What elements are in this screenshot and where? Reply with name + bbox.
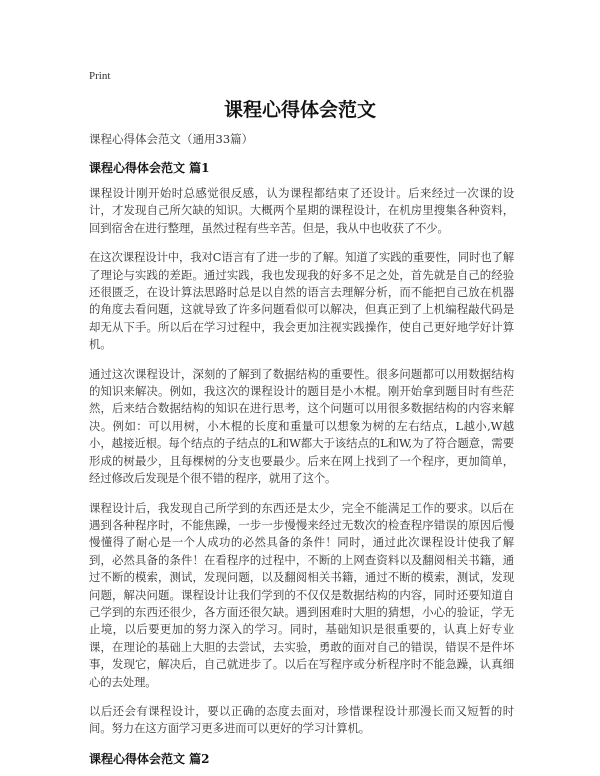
paragraph-2: 在这次课程设计中，我对C语言有了进一步的了解。知道了实践的重要性，同时也了解了理论与实践的差距。通过实践，我也发现我的好多不足之处，首先就是自己的经验还很匮乏，在设计算法思路时总是以自然的语言去理解分析，而不能把自己放在机器的角度去看问题，这就导致了许多问题看似可以解决，但真正到了上机编程敲代码是却无从下手。所以后在学习过程中，我会更加注视实践操作，使自己更好地学好计算机。 [89, 250, 514, 352]
print-link[interactable]: Print [89, 70, 111, 82]
document-subtitle: 课程心得体会范文（通用33篇） [89, 132, 254, 146]
section-heading-1: 课程心得体会范文 篇1 [89, 161, 210, 175]
document-title: 课程心得体会范文 [223, 99, 376, 121]
paragraph-4: 课程设计后，我发现自己所学到的东西还是太少，完全不能满足工作的要求。以后在遇到各种程序时，不能焦躁，一步一步慢慢来经过无数次的检查程序错误的原因后慢慢懂得了耐心是一个人成功的必然具备的条件！同时，通过此次课程设计使我了解到，必然具备的条件！在看程序的过程中，不断的上网查资料以及翻阅相关书籍，通过不断的模索，测试，发现问题，以及翻阅相关书籍，通过不断的模索，测试，发现问题，解决问题。课程设计让我们学到的不仅仅是数据结构的内容，同时还要知道自己学到的东西还很少，各方面还很欠缺。遇到困难时大胆的猜想，小心的验证，学无止境，以后要更加的努力深入的学习。同时，基础知识是很重要的，认真上好专业课，在理论的基础上大胆的去尝试，去实验，勇敢的面对自己的错误，错误不是件坏事，发现它，解决后，自己就进步了。以后在写程序或分析程序时不能急躁，认真细心的去处理。 [89, 500, 514, 689]
section-heading-2: 课程心得体会范文 篇2 [89, 751, 210, 766]
paragraph-3: 通过这次课程设计，深刻的了解到了数据结构的重要性。很多问题都可以用数据结构的知识来解决。例如，我这次的课程设计的题目是小木棍。刚开始拿到题目时有些茫然，后来结合数据结构的知识在进行思考，这个问题可以用很多数据结构的内容来解决。例如：可以用树，小木棍的长度和重量可以想象为树的左右结点，L越小,W越小，越接近根。每个结点的子结点的L和W都大于该结点的L和W,为了符合题意，需要形成的树最少，且每棵树的分支也要最少。后来在网上找到了一个程序，更加简单，经过修改后发现是个很不错的程序，就用了这个。 [89, 366, 514, 486]
document-body [89, 131, 514, 776]
paragraph-5: 以后还会有课程设计，要以正确的态度去面对，珍惜课程设计那漫长而又短暂的时间。努力在这方面学习更多进而可以更好的学习计算机。 [89, 703, 514, 736]
paragraph-1: 课程设计刚开始时总感觉很反感，认为课程都结束了还设计。后来经过一次课的设计，才发现自己所欠缺的知识。大概两个星期的课程设计，在机房里搜集各种资料，回到宿舍在进行整理，虽然过程有些辛苦。但是，我从中也收获了不少。 [89, 186, 514, 235]
